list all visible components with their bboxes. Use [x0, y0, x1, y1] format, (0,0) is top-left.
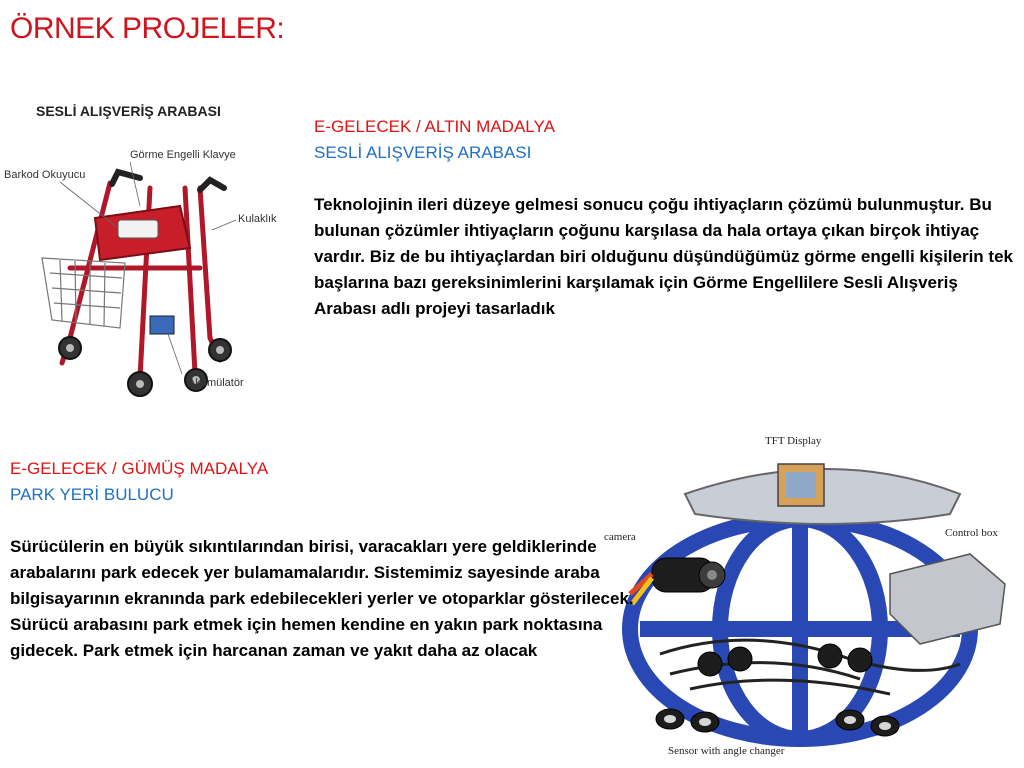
- project2-description: Sürücülerin en büyük sıkıntılarından birisi, varacakları yere geldiklerinde arabalarını park edecek yer bulamamalarıdır. Sistemimiz sayesinde araba bilgisayarının ekranında park edebilecekleri yerler ve otoparklar gösterilecek. Sürücü arabasını park etmek için hemen kendine en yakın park noktasına gidecek. Park etmek için harcanan zaman ve yakıt daha az olacak: [10, 537, 634, 660]
- label-battery: Akümülatör: [188, 377, 244, 389]
- project1-name: SESLİ ALIŞVERİŞ ARABASI: [314, 143, 532, 162]
- project2-name: PARK YERİ BULUCU: [10, 485, 174, 504]
- park-finder-illustration: [600, 424, 1024, 768]
- shopping-cart-illustration: [0, 88, 300, 408]
- label-sensor: Sensor with angle changer: [668, 745, 785, 757]
- label-control-box: Control box: [945, 527, 998, 539]
- project2-award: E-GELECEK / GÜMÜŞ MADALYA: [10, 459, 269, 478]
- label-camera: camera: [604, 531, 636, 543]
- label-headphone: Kulaklık: [238, 213, 277, 225]
- cart-image-heading: SESLİ ALIŞVERİŞ ARABASI: [36, 103, 221, 119]
- label-keyboard: Görme Engelli Klavye: [130, 149, 236, 161]
- label-tft-display: TFT Display: [765, 435, 822, 447]
- project1-block: [314, 114, 1016, 322]
- label-barcode-reader: Barkod Okuyucu: [4, 169, 86, 181]
- project1-award: E-GELECEK / ALTIN MADALYA: [314, 117, 555, 136]
- slide-title: ÖRNEK PROJELER:: [10, 12, 285, 45]
- project1-description: Teknolojinin ileri düzeye gelmesi sonucu çoğu ihtiyaçların çözümü bulunmuştur. Bu bulunan çözümler ihtiyaçların çoğunu karşılasa da hala ortaya çıkan birçok ihtiyaç vardır. Biz de bu ihtiyaçlardan biri olduğunu düşündüğümüz görme engelli kişilerin tek başlarına bazı gereksinimlerini karşılamak için Görme Engellilere Sesli Alışveriş Arabası adlı projeyi tasarladık: [314, 195, 1013, 318]
- project2-block: [10, 456, 650, 664]
